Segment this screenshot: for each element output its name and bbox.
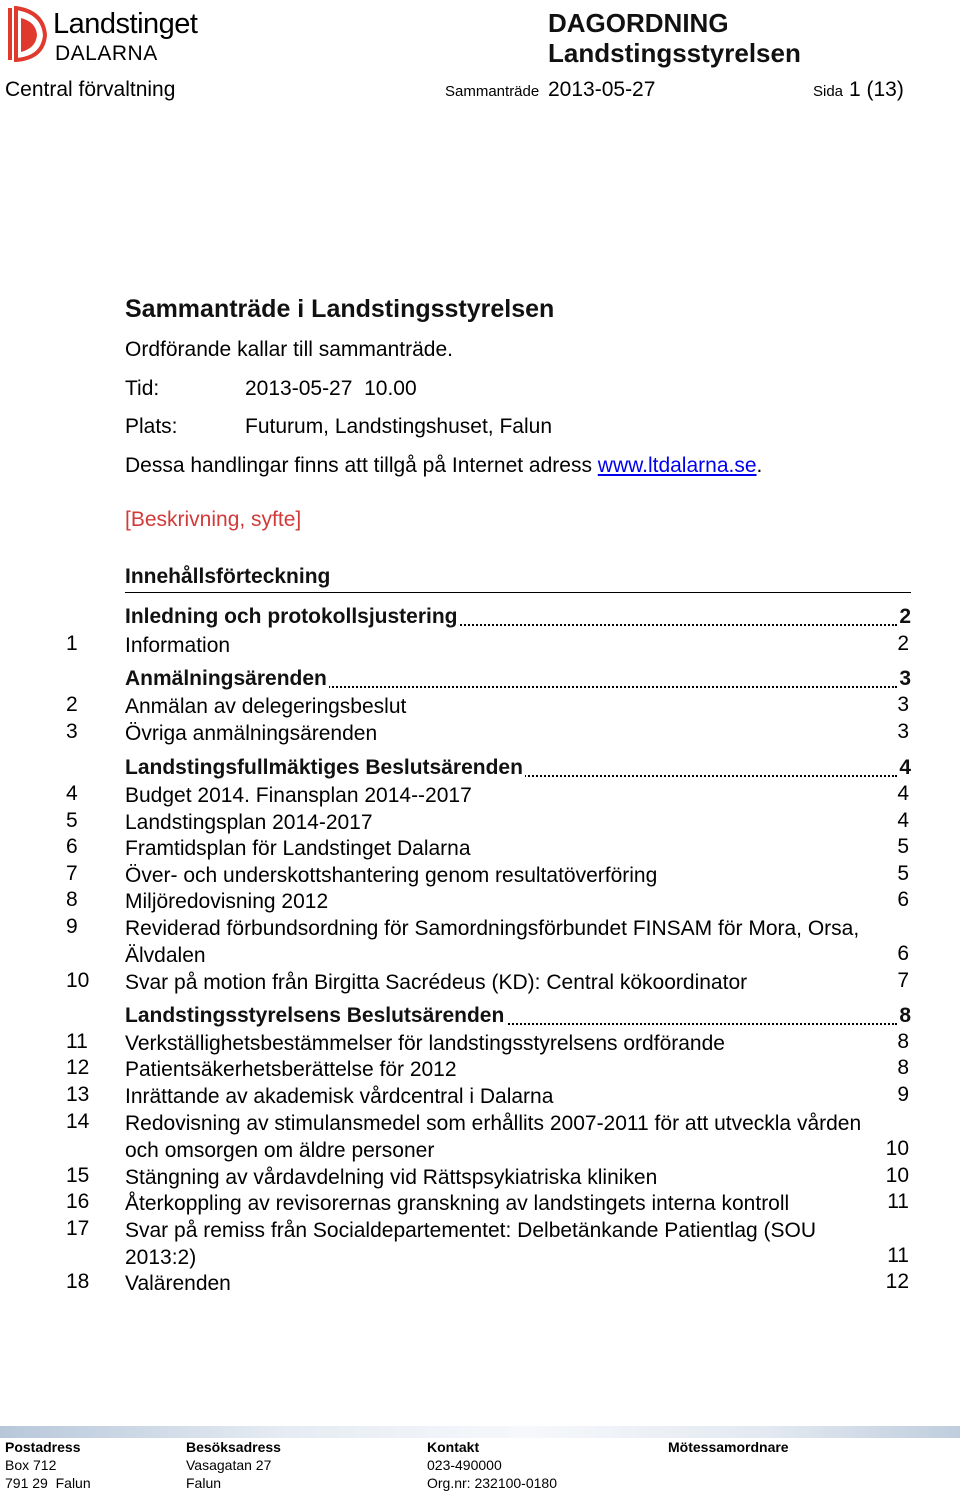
toc-item-number: 13: [66, 1083, 90, 1106]
toc-item-number: 4: [66, 782, 78, 805]
toc-item-number: 8: [66, 888, 78, 911]
footer-visit-address: [186, 1438, 281, 1492]
toc-item-page: 11: [887, 1190, 909, 1213]
toc-item-page: 6: [897, 888, 909, 911]
footer-postal-label: Postadress: [5, 1439, 81, 1455]
description-placeholder: [Beskrivning, syfte]: [125, 508, 302, 531]
meeting-label: Sammanträde: [445, 83, 540, 100]
toc-item-page: 10: [885, 1137, 909, 1160]
time-label: Tid:: [125, 377, 160, 400]
toc-item-title: Övriga anmälningsärenden: [125, 722, 378, 745]
document-body-name: Landstingsstyrelsen: [548, 38, 801, 68]
toc-item-title: Framtidsplan för Landstinget Dalarna: [125, 837, 471, 860]
toc-item-title: Landstingsplan 2014-2017: [125, 811, 373, 834]
toc-item-number: 14: [66, 1110, 90, 1133]
toc-item-title: Budget 2014. Finansplan 2014--2017: [125, 784, 472, 807]
toc-item-number: 1: [66, 632, 78, 655]
page-number: 1 (13): [849, 78, 904, 101]
toc-item-page: 2: [897, 632, 909, 655]
toc-section-anmalningsarenden[interactable]: [125, 667, 911, 693]
toc-item-page: 4: [897, 809, 909, 832]
toc-item-title: Svar på motion från Birgitta Sacrédeus (KD): Central kökoordinator: [125, 971, 748, 994]
toc-item-page: 8: [897, 1030, 909, 1053]
toc-item-page: 3: [897, 720, 909, 743]
footer-band: [0, 1426, 960, 1438]
toc-item-page: 5: [897, 835, 909, 858]
toc-section-page: 2: [899, 605, 911, 628]
footer-postal-line1: Box 712: [5, 1457, 57, 1473]
toc-item-page: 5: [897, 862, 909, 885]
availability-text: Dessa handlingar finns att tillgå på Internet adress: [125, 454, 598, 477]
page-title: Sammanträde i Landstingsstyrelsen: [125, 295, 555, 323]
toc-heading: Innehållsförteckning: [125, 565, 331, 588]
toc-section-landstingsfullmaktiges-beslutsarenden[interactable]: [125, 756, 911, 782]
toc-item-number: 11: [66, 1030, 88, 1053]
toc-divider: [125, 592, 911, 593]
toc-item-page: 9: [897, 1083, 909, 1106]
footer-organizer-label: Mötessamordnare: [668, 1439, 789, 1455]
toc-item-number: 17: [66, 1217, 90, 1240]
place-label: Plats:: [125, 415, 178, 438]
toc-section-landstingsstyrelsens-beslutsarenden[interactable]: [125, 1004, 911, 1030]
toc-item-number: 7: [66, 862, 78, 885]
toc-section-title: Anmälningsärenden: [125, 667, 327, 690]
place-value: Futurum, Landstingshuset, Falun: [245, 415, 553, 438]
toc-item-title: Reviderad förbundsordning för Samordningsförbundet FINSAM för Mora, Orsa, Älvdalen: [125, 917, 860, 967]
toc-item-number: 5: [66, 809, 78, 832]
toc-item-title: Inrättande av akademisk vårdcentral i Dalarna: [125, 1085, 554, 1108]
website-link[interactable]: www.ltdalarna.se: [597, 454, 757, 477]
toc-item-number: 18: [66, 1270, 90, 1293]
toc-item-page: 11: [887, 1244, 909, 1267]
toc-item-title: Information: [125, 634, 231, 657]
toc-item-title: Anmälan av delegeringsbeslut: [125, 695, 407, 718]
toc-item-page: 6: [897, 942, 909, 965]
meeting-date: 2013-05-27: [548, 78, 656, 101]
toc-item-title: Återkoppling av revisorernas granskning av landstingets interna kontroll: [125, 1192, 790, 1215]
toc-item-page: 4: [897, 782, 909, 805]
org-unit: Central förvaltning: [5, 78, 176, 101]
toc-item-page: 7: [897, 969, 909, 992]
footer-visit-label: Besöksadress: [186, 1439, 281, 1455]
toc-section-title: Landstingsstyrelsens Beslutsärenden: [125, 1004, 505, 1027]
toc-section-page: 3: [899, 667, 911, 690]
availability-end: .: [756, 454, 763, 477]
footer-contact: [427, 1438, 557, 1492]
toc-item-number: 3: [66, 720, 78, 743]
footer-contact-phone: 023-490000: [427, 1457, 502, 1473]
footer-postal-address: [5, 1438, 91, 1492]
landstinget-dalarna-logo: [5, 4, 198, 66]
toc-item-title: Miljöredovisning 2012: [125, 890, 329, 913]
toc-item-number: 15: [66, 1164, 90, 1187]
document-type: DAGORDNING: [548, 8, 729, 38]
toc-section-title: Landstingsfullmäktiges Beslutsärenden: [125, 756, 523, 779]
toc-item-title: Redovisning av stimulansmedel som erhållits 2007-2011 för att utveckla vården och omsorgen om äldre personer: [125, 1112, 862, 1162]
footer-visit-line1: Vasagatan 27: [186, 1457, 272, 1473]
toc-item-title: Stängning av vårdavdelning vid Rättspsykiatriska kliniken: [125, 1166, 658, 1189]
toc-item-title: Patientsäkerhetsberättelse för 2012: [125, 1058, 457, 1081]
toc-item-title: Verkställighetsbestämmelser för landstingsstyrelsens ordförande: [125, 1032, 725, 1055]
toc-section-page: 4: [899, 756, 911, 779]
toc-item-page: 8: [897, 1056, 909, 1079]
toc-item-number: 2: [66, 693, 78, 716]
toc-item-number: 10: [66, 969, 90, 992]
summons-text: Ordförande kallar till sammanträde.: [125, 338, 453, 361]
time-value: 2013-05-27 10.00: [245, 377, 417, 400]
toc-item-page: 3: [897, 693, 909, 716]
toc-item-number: 6: [66, 835, 78, 858]
footer-postal-line2: 791 29 Falun: [5, 1475, 91, 1491]
toc-item-number: 9: [66, 915, 78, 938]
toc-item-title: Över- och underskottshantering genom resultatöverföring: [125, 864, 658, 887]
toc-section-title: Inledning och protokollsjustering: [125, 605, 458, 628]
logo-name: Landstinget: [53, 8, 198, 40]
footer-visit-line2: Falun: [186, 1475, 222, 1491]
page-label: Sida: [813, 83, 844, 100]
footer-contact-orgnr: Org.nr: 232100-0180: [427, 1475, 557, 1491]
footer-contact-label: Kontakt: [427, 1439, 480, 1455]
toc-item-title: Valärenden: [125, 1272, 231, 1295]
toc-item-number: 12: [66, 1056, 90, 1079]
logo-mark-icon: [5, 6, 49, 62]
toc-section-inledning[interactable]: [125, 605, 911, 631]
toc-item-page: 12: [885, 1270, 909, 1293]
toc-item-title: Svar på remiss från Socialdepartementet: Delbetänkande Patientlag (SOU 2013:2): [125, 1219, 817, 1269]
toc-item-number: 16: [66, 1190, 90, 1213]
logo-region: DALARNA: [55, 42, 158, 65]
toc-item-page: 10: [885, 1164, 909, 1187]
toc-section-page: 8: [899, 1004, 911, 1027]
footer-organizer: [668, 1438, 789, 1456]
availability-line: [125, 454, 762, 478]
